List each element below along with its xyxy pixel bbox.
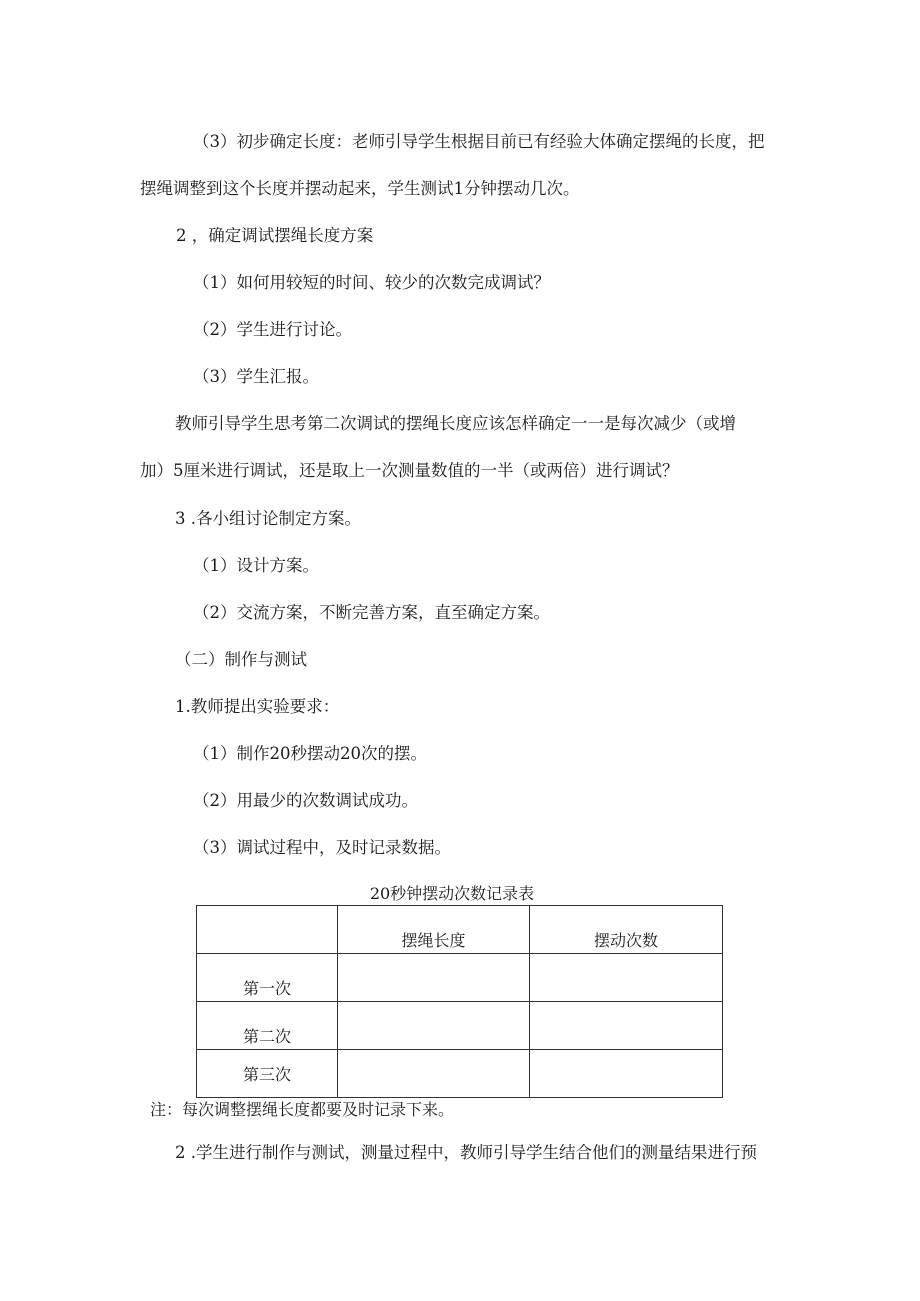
table-cell bbox=[530, 1050, 723, 1098]
table-header-cell: 摆绳长度 bbox=[338, 906, 530, 954]
table-row bbox=[197, 954, 723, 1002]
paragraph-line: （2）学生进行讨论。 bbox=[193, 320, 352, 339]
section-heading: （二）制作与测试 bbox=[175, 650, 307, 669]
paragraph-line: 摆绳调整到这个长度并摆动起来，学生测试1分钟摆动几次。 bbox=[140, 179, 580, 198]
paragraph-line: （3）初步确定长度：老师引导学生根据目前已有经验大体确定摆绳的长度，把 bbox=[193, 132, 765, 151]
paragraph-line: （1）如何用较短的时间、较少的次数完成调试？ bbox=[193, 273, 550, 292]
paragraph-line: 2 .学生进行制作与测试，测量过程中，教师引导学生结合他们的测量结果进行预 bbox=[175, 1143, 757, 1162]
paragraph-line: （1）设计方案。 bbox=[193, 556, 319, 575]
paragraph-line: （3）学生汇报。 bbox=[193, 367, 319, 386]
row-label: 第三次 bbox=[197, 1050, 338, 1098]
table-cell bbox=[338, 1050, 530, 1098]
table-header-cell: 摆动次数 bbox=[530, 906, 723, 954]
table-header-cell bbox=[197, 906, 338, 954]
table-caption: 20秒钟摆动次数记录表 bbox=[369, 884, 535, 903]
table-cell bbox=[530, 954, 723, 1002]
paragraph-line: （2）交流方案，不断完善方案，直至确定方案。 bbox=[193, 603, 550, 622]
row-label: 第二次 bbox=[197, 1002, 338, 1050]
table-header-row bbox=[197, 906, 723, 954]
paragraph-line: 教师引导学生思考第二次调试的摆绳长度应该怎样确定一一是每次减少（或增 bbox=[175, 414, 736, 433]
table-cell bbox=[530, 1002, 723, 1050]
record-table bbox=[196, 905, 723, 1098]
table-row bbox=[197, 1050, 723, 1098]
section-heading: 3 .各小组讨论制定方案。 bbox=[175, 509, 361, 528]
table-cell bbox=[338, 954, 530, 1002]
paragraph-line: （2）用最少的次数调试成功。 bbox=[193, 791, 418, 810]
section-heading: 2 ，确定调试摆绳长度方案 bbox=[176, 226, 374, 245]
table-row bbox=[197, 1002, 723, 1050]
section-heading: 1.教师提出实验要求： bbox=[175, 697, 340, 716]
paragraph-line: 加）5厘米进行调试，还是取上一次测量数值的一半（或两倍）进行调试？ bbox=[140, 461, 679, 480]
table-note: 注：每次调整摆绳长度都要及时记录下来。 bbox=[150, 1100, 455, 1119]
table-cell bbox=[338, 1002, 530, 1050]
paragraph-line: （1）制作20秒摆动20次的摆。 bbox=[193, 744, 427, 763]
paragraph-line: （3）调试过程中，及时记录数据。 bbox=[193, 838, 451, 857]
row-label: 第一次 bbox=[197, 954, 338, 1002]
